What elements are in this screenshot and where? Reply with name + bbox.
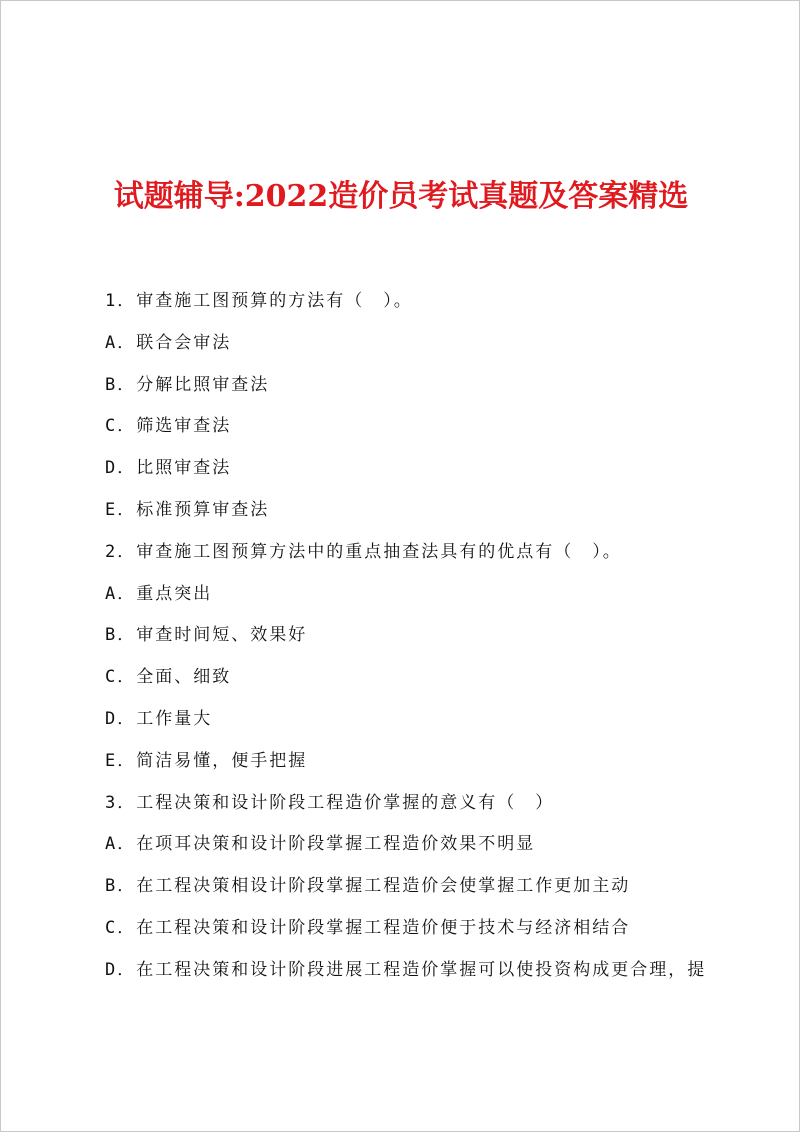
question-2-option-d: D．工作量大 <box>105 708 213 729</box>
question-3-option-d: D．在工程决策和设计阶段进展工程造价掌握可以使投资构成更合理，提 <box>105 959 707 980</box>
question-1-option-d: D．比照审查法 <box>105 458 232 479</box>
question-list <box>105 288 725 999</box>
question-3-option-c: C．在工程决策和设计阶段掌握工程造价便于技术与经济相结合 <box>105 917 631 938</box>
question-1-option-e: E．标准预算审查法 <box>105 499 270 520</box>
question-2-option-a: A．重点突出 <box>105 583 213 604</box>
question-3-option-a: A．在项耳决策和设计阶段掌握工程造价效果不明显 <box>105 834 536 855</box>
question-3-stem: 3．工程决策和设计阶段工程造价掌握的意义有（ ） <box>105 792 555 813</box>
question-2-option-b: B．审查时间短、效果好 <box>105 625 308 646</box>
question-1-option-a: A．联合会审法 <box>105 332 232 353</box>
question-1-option-c: C．筛选审查法 <box>105 416 232 437</box>
page-title: 试题辅导:2022造价员考试真题及答案精选 <box>113 179 689 214</box>
question-2-stem: 2．审查施工图预算方法中的重点抽查法具有的优点有（ ）。 <box>105 541 622 562</box>
question-3-option-b: B．在工程决策相设计阶段掌握工程造价会使掌握工作更加主动 <box>105 876 631 897</box>
question-1-option-b: B．分解比照审查法 <box>105 374 270 395</box>
question-2-option-e: E．简洁易懂，便手把握 <box>105 750 308 771</box>
question-2-option-c: C．全面、细致 <box>105 667 232 688</box>
question-1-stem: 1．审查施工图预算的方法有（ ）。 <box>105 291 413 311</box>
